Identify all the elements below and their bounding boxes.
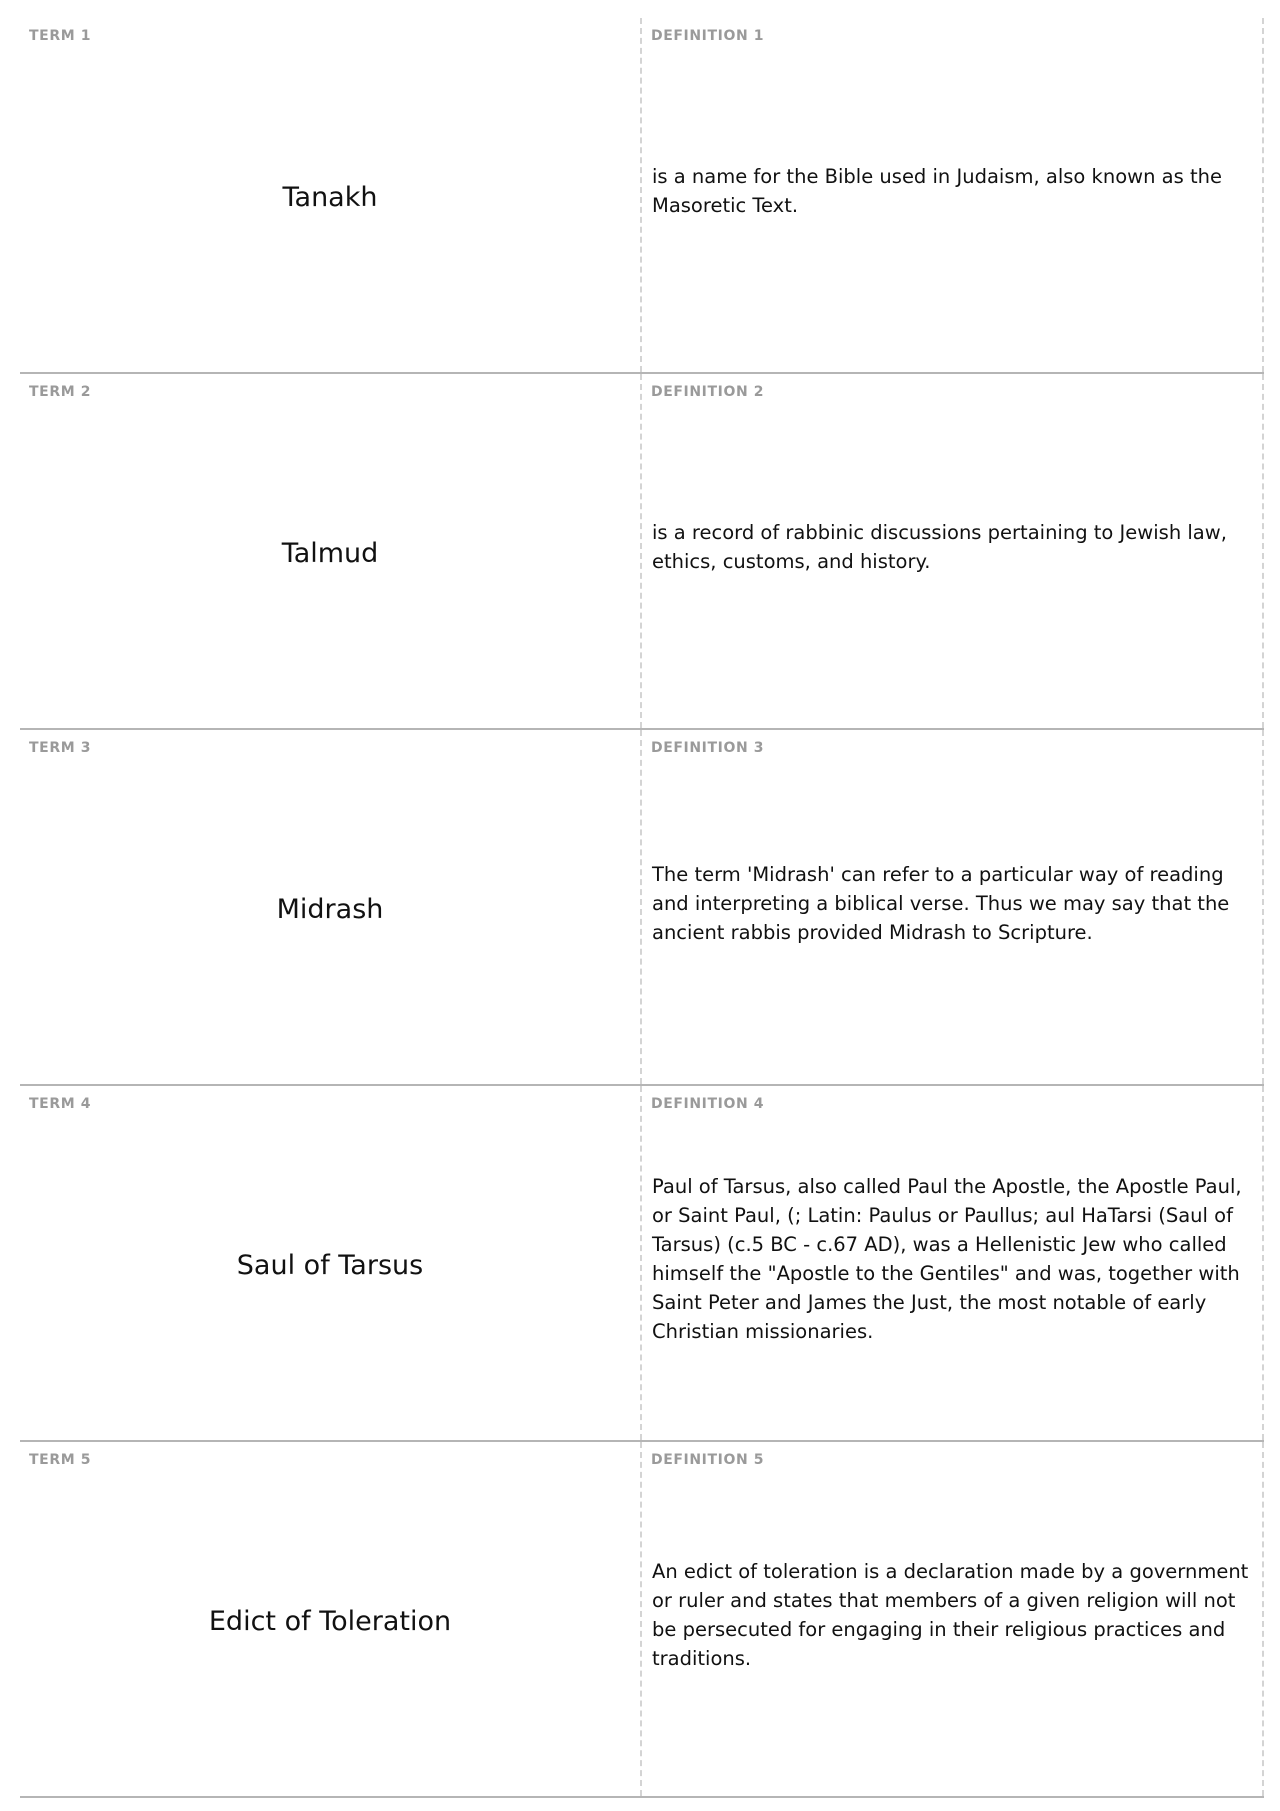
definition-label: DEFINITION 2 bbox=[651, 384, 765, 400]
term-cell bbox=[20, 18, 642, 372]
definition-text: is a record of rabbinic discussions pertaining to Jewish law, ethics, customs, and history. bbox=[652, 521, 1227, 573]
term-cell bbox=[20, 374, 642, 728]
definition-text: is a name for the Bible used in Judaism, also known as the Masoretic Text. bbox=[652, 165, 1222, 217]
definition-label: DEFINITION 4 bbox=[651, 1096, 765, 1112]
definition-label: DEFINITION 3 bbox=[651, 740, 765, 756]
definition-text: An edict of toleration is a declaration made by a government or ruler and states that members of a given religion will not be persecuted for engaging in their religious practices and traditions. bbox=[652, 1560, 1249, 1670]
term-text: Tanakh bbox=[282, 181, 378, 213]
definition-label: DEFINITION 5 bbox=[651, 1452, 765, 1468]
term-cell bbox=[20, 1086, 642, 1440]
definition-cell bbox=[642, 374, 1264, 728]
definition-text-wrap bbox=[642, 1086, 1262, 1440]
definition-cell bbox=[642, 18, 1264, 372]
card-row-3 bbox=[20, 730, 1264, 1086]
term-text: Midrash bbox=[276, 893, 384, 925]
definition-label: DEFINITION 1 bbox=[651, 28, 765, 44]
card-row-2 bbox=[20, 374, 1264, 730]
definition-text-wrap bbox=[642, 730, 1262, 1084]
definition-cell bbox=[642, 730, 1264, 1084]
definition-cell bbox=[642, 1086, 1264, 1440]
term-label: TERM 2 bbox=[29, 384, 92, 400]
term-label: TERM 1 bbox=[29, 28, 92, 44]
term-label: TERM 4 bbox=[29, 1096, 92, 1112]
definition-text-wrap bbox=[642, 1442, 1262, 1796]
definition-text-wrap bbox=[642, 18, 1262, 372]
term-cell bbox=[20, 1442, 642, 1796]
term-text: Talmud bbox=[281, 537, 379, 569]
term-cell bbox=[20, 730, 642, 1084]
definition-text: The term 'Midrash' can refer to a particular way of reading and interpreting a biblical verse. Thus we may say that the ancient rabbis provided Midrash to Scripture. bbox=[652, 862, 1230, 944]
term-label: TERM 5 bbox=[29, 1452, 92, 1468]
term-label: TERM 3 bbox=[29, 740, 92, 756]
card-row-5 bbox=[20, 1442, 1264, 1798]
definition-text-wrap bbox=[642, 374, 1262, 728]
card-row-4 bbox=[20, 1086, 1264, 1442]
definition-text: Paul of Tarsus, also called Paul the Apostle, the Apostle Paul, or Saint Paul, (; Latin: Paulus or Paullus; aul HaTarsi (Saul of Tarsus) (c.5 BC - c.67 AD), was a Hellenistic Jew who called himself the "Apostle to the Gentiles" and was, together with Saint Peter and James the Just, the most notable of early Christian missionaries. bbox=[652, 1175, 1242, 1343]
term-text: Saul of Tarsus bbox=[236, 1249, 424, 1281]
flashcard-sheet bbox=[20, 18, 1264, 1798]
term-text: Edict of Toleration bbox=[208, 1605, 452, 1637]
definition-cell bbox=[642, 1442, 1264, 1796]
card-row-1 bbox=[20, 18, 1264, 374]
